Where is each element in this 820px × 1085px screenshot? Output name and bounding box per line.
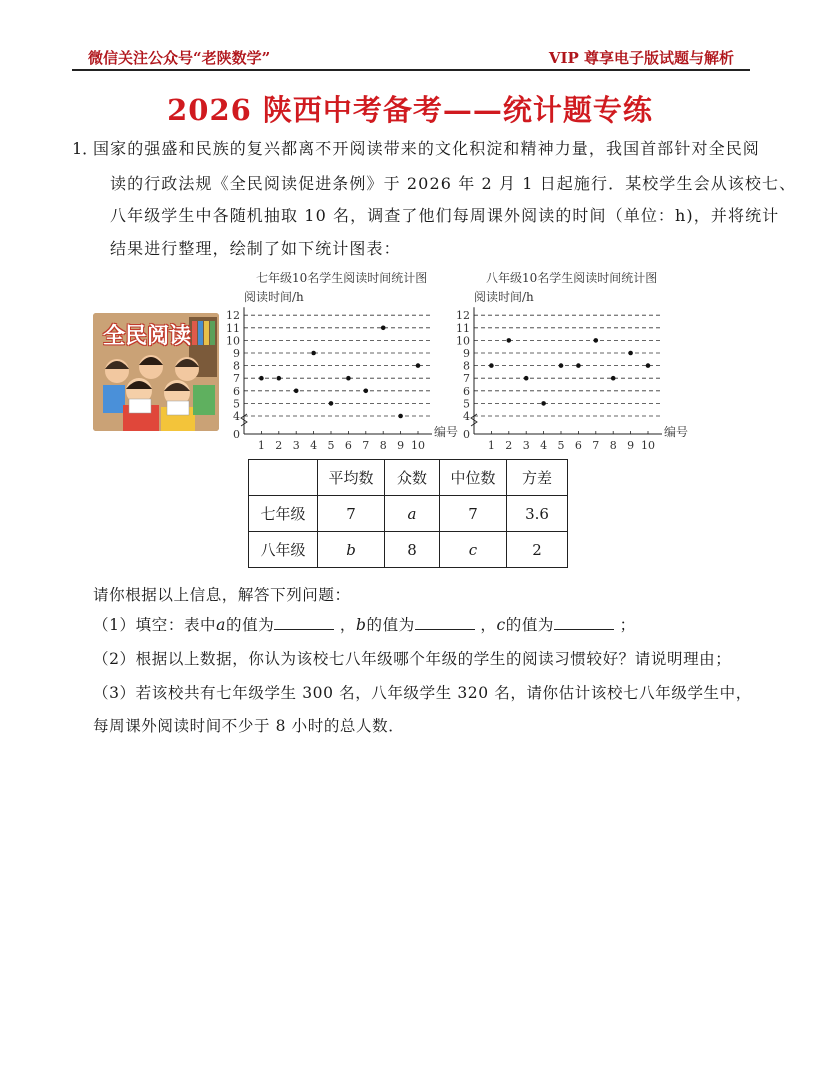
x-tick-label: 2 <box>275 439 283 452</box>
y-tick-label: 7 <box>233 372 240 386</box>
part-1-label-b: 的值为 <box>366 616 415 634</box>
data-point <box>507 338 512 343</box>
y-tick-label: 10 <box>456 334 470 348</box>
part-3-continued: 每周课外阅读时间不少于 8 小时的总人数． <box>93 717 405 735</box>
y-axis-label: 阅读时间/h <box>474 290 534 304</box>
illustration-title: 全民阅读 <box>103 324 192 349</box>
y-tick-label: 9 <box>233 347 240 360</box>
data-point <box>416 363 421 368</box>
table-row <box>249 496 568 532</box>
x-tick-label: 9 <box>627 439 635 452</box>
part-1 <box>93 613 636 635</box>
table-cell-grade: 八年级 <box>249 532 318 568</box>
data-point <box>259 376 264 381</box>
table-cell: 2 <box>507 532 568 568</box>
data-point <box>559 363 564 368</box>
x-tick-label: 3 <box>292 439 300 452</box>
grade8-dot-chart <box>456 266 696 456</box>
table-cell: 7 <box>440 496 507 532</box>
answer-blank-a[interactable] <box>274 615 334 630</box>
table-header-mean: 平均数 <box>318 460 385 496</box>
data-point <box>294 389 299 394</box>
part-3: （3）若该校共有七年级学生 300 名，八年级学生 320 名，请你估计该校七八年级学生中， <box>93 684 752 702</box>
y-tick-label: 11 <box>226 321 240 335</box>
x-tick-label: 4 <box>310 439 318 452</box>
table-cell: c <box>440 532 507 568</box>
x-tick-label: 5 <box>327 439 335 452</box>
y-tick-label: 12 <box>456 309 470 323</box>
y-tick-label: 0 <box>233 428 240 441</box>
x-tick-label: 1 <box>487 439 495 452</box>
table-cell: 3.6 <box>507 496 568 532</box>
part-2: （2）根据以上数据，你认为该校七八年级哪个年级的学生的阅读习惯较好？请说明理由； <box>93 650 732 668</box>
question-line-3: 八年级学生中各随机抽取 10 名，调查了他们每周课外阅读的时间（单位：h)，并将统计 <box>110 206 780 225</box>
x-tick-label: 6 <box>344 439 352 452</box>
x-tick-label: 2 <box>505 439 513 452</box>
chart-title: 八年级10名学生阅读时间统计图 <box>486 271 658 285</box>
table-row <box>249 532 568 568</box>
x-tick-label: 8 <box>609 439 617 452</box>
part-1-label-a: 的值为 <box>226 616 275 634</box>
data-point <box>611 376 616 381</box>
part-1-prefix: （1）填空：表中 <box>93 616 217 634</box>
var-c: c <box>496 616 506 634</box>
table-cell: 8 <box>385 532 440 568</box>
table-header-mode: 众数 <box>385 460 440 496</box>
question-line-1: 国家的强盛和民族的复兴都离不开阅读带来的文化积淀和精神力量，我国首部针对全民阅 <box>93 139 760 158</box>
x-tick-label: 8 <box>379 439 387 452</box>
part-1-label-c: 的值为 <box>505 616 555 634</box>
x-tick-label: 3 <box>522 439 530 452</box>
data-point <box>364 389 369 394</box>
statistics-table <box>248 459 568 568</box>
separator: ， <box>480 616 497 634</box>
data-point <box>329 401 334 406</box>
y-tick-label: 0 <box>463 428 470 441</box>
data-point <box>277 376 282 381</box>
y-tick-label: 12 <box>226 309 240 323</box>
y-tick-label: 6 <box>463 384 470 398</box>
table-cell <box>249 460 318 496</box>
table-header-row <box>249 460 568 496</box>
instructions-text: 请你根据以上信息，解答下列问题： <box>93 586 351 604</box>
y-tick-label: 8 <box>233 359 240 373</box>
question-number: 1． <box>72 139 99 158</box>
x-tick-label: 10 <box>411 439 425 452</box>
x-axis-label: 编号 <box>664 425 689 439</box>
page-title: 2026 陕西中考备考——统计题专练 <box>167 93 653 127</box>
x-tick-label: 7 <box>592 439 600 452</box>
x-tick-label: 4 <box>540 439 548 452</box>
var-b: b <box>355 616 367 634</box>
x-tick-label: 5 <box>557 439 565 452</box>
x-tick-label: 10 <box>641 439 655 452</box>
question-line-2: 读的行政法规《全民阅读促进条例》于 2026 年 2 月 1 日起施行．某校学生会从该校七、 <box>110 174 797 193</box>
x-tick-label: 7 <box>362 439 370 452</box>
chart-title: 七年级10名学生阅读时间统计图 <box>256 271 428 285</box>
data-point <box>311 351 316 356</box>
x-tick-label: 6 <box>574 439 582 452</box>
answer-blank-c[interactable] <box>554 615 614 630</box>
grade7-dot-chart <box>226 266 466 456</box>
data-point <box>381 326 386 331</box>
header-right-text: VIP 尊享电子版试题与解析 <box>548 49 734 67</box>
var-a: a <box>216 616 227 634</box>
table-header-variance: 方差 <box>507 460 568 496</box>
x-tick-label: 9 <box>397 439 405 452</box>
y-tick-label: 5 <box>233 397 240 411</box>
end-mark: ； <box>619 616 636 634</box>
table-cell-grade: 七年级 <box>249 496 318 532</box>
y-tick-label: 11 <box>456 321 470 335</box>
y-tick-label: 9 <box>463 347 470 360</box>
table-header-median: 中位数 <box>440 460 507 496</box>
data-point <box>524 376 529 381</box>
data-point <box>646 363 651 368</box>
data-point <box>489 363 494 368</box>
table-cell: 7 <box>318 496 385 532</box>
y-axis-label: 阅读时间/h <box>244 290 304 304</box>
data-point <box>541 401 546 406</box>
data-point <box>594 338 599 343</box>
data-point <box>628 351 633 356</box>
table-cell: a <box>385 496 440 532</box>
reading-illustration <box>93 313 219 431</box>
y-tick-label: 7 <box>463 372 470 386</box>
data-point <box>398 414 403 419</box>
question-line-4: 结果进行整理，绘制了如下统计图表： <box>110 239 401 258</box>
data-point <box>346 376 351 381</box>
separator: ， <box>339 616 356 634</box>
y-tick-label: 4 <box>463 410 470 423</box>
y-tick-label: 4 <box>233 410 240 423</box>
y-tick-label: 10 <box>226 334 240 348</box>
y-tick-label: 6 <box>233 384 240 398</box>
y-tick-label: 8 <box>463 359 470 373</box>
answer-blank-b[interactable] <box>415 615 475 630</box>
x-tick-label: 1 <box>257 439 265 452</box>
table-cell: b <box>318 532 385 568</box>
y-tick-label: 5 <box>463 397 470 411</box>
header-left-text: 微信关注公众号“老陕数学” <box>88 49 271 67</box>
header-divider <box>72 69 750 71</box>
x-axis-label: 编号 <box>434 425 459 439</box>
data-point <box>576 363 581 368</box>
